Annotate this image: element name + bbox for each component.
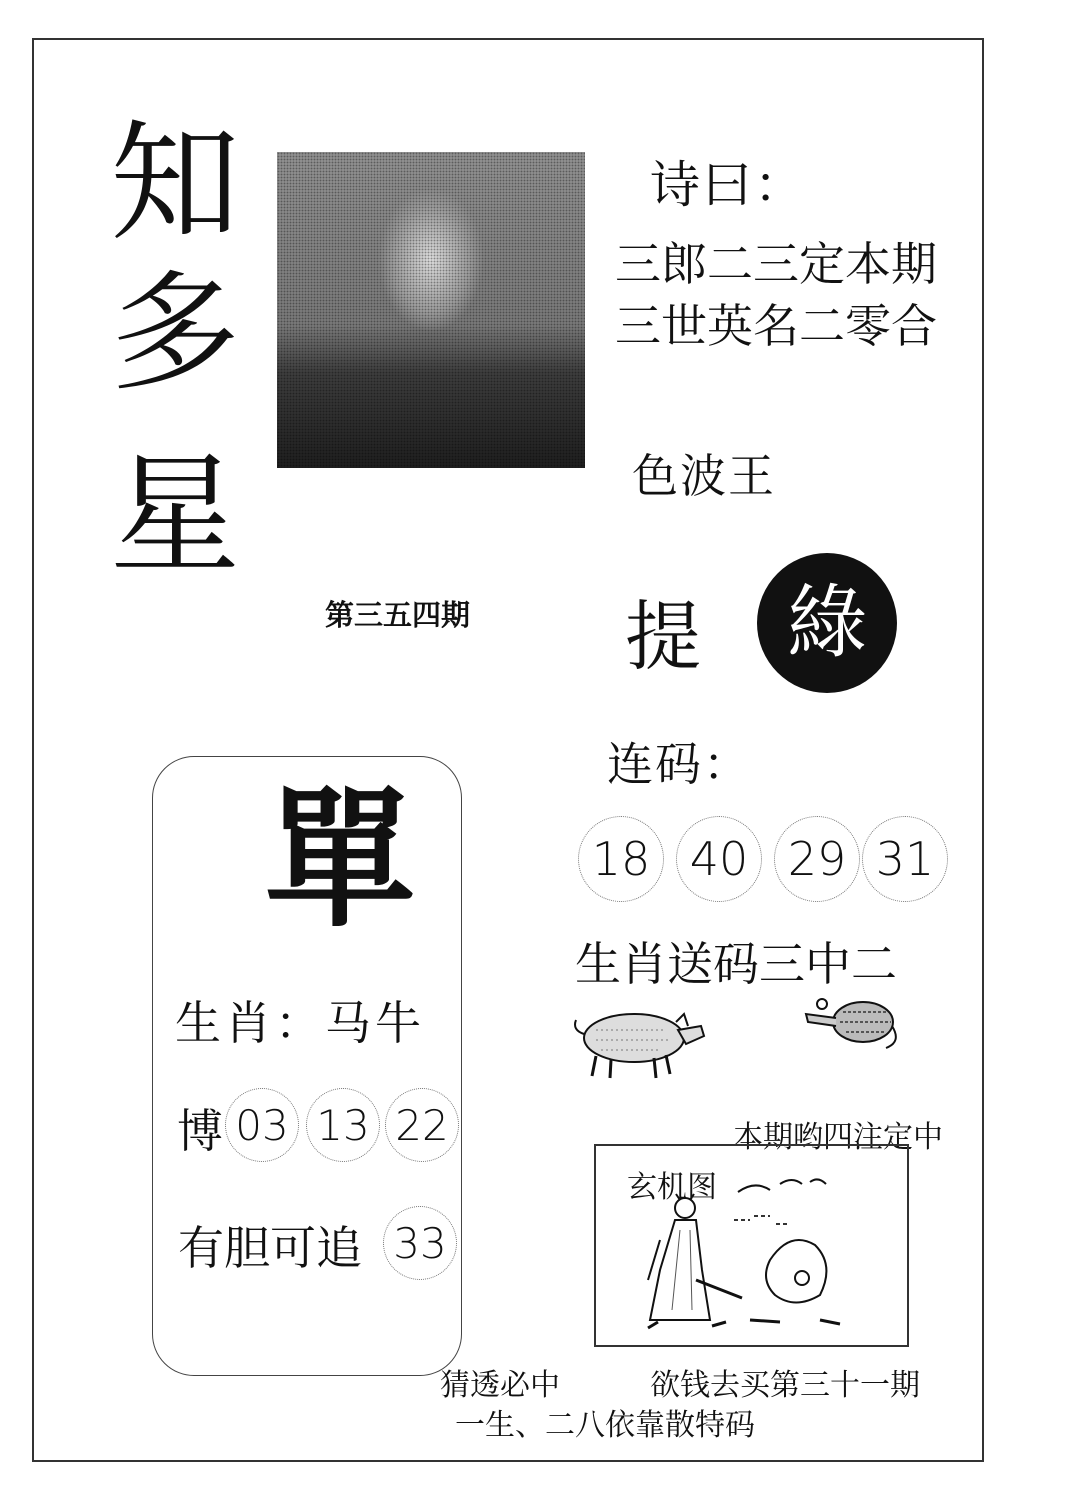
lianma-ball-4 <box>862 816 948 902</box>
single-zodiac-text: 生肖：马牛 <box>175 996 425 1050</box>
single-header: 單 <box>265 772 416 948</box>
lianma-label: 连码： <box>607 737 751 791</box>
lianma-number-1: 18 <box>591 832 651 886</box>
warrior-sketch <box>630 1170 860 1340</box>
title-char-2: 多 <box>110 257 241 409</box>
lianma-ball-3 <box>774 816 860 902</box>
chase-number: 33 <box>393 1218 447 1268</box>
bo-ball-1 <box>225 1088 299 1162</box>
green-color-char: 綠 <box>787 576 867 669</box>
lianma-number-3: 29 <box>787 832 847 886</box>
bo-number-3: 22 <box>395 1100 449 1150</box>
chase-label: 有胆可追 <box>178 1221 362 1275</box>
lianma-ball-2 <box>676 816 762 902</box>
bo-number-2: 13 <box>316 1100 370 1150</box>
poem-line-1: 三郎二三定本期 <box>615 237 937 291</box>
rat-icon <box>798 992 903 1052</box>
portrait-photo <box>277 152 585 468</box>
guarantee-text: 本期哟四注定中 <box>733 1120 943 1155</box>
bo-label: 博 <box>177 1104 225 1158</box>
tip-char: 提 <box>625 592 701 681</box>
poem-line-2: 三世英名二零合 <box>615 299 937 353</box>
title-char-3: 星 <box>110 439 241 591</box>
xuanji-label: 玄机图 <box>627 1170 717 1205</box>
poem-heading: 诗曰： <box>650 156 806 214</box>
lianma-ball-1 <box>578 816 664 902</box>
bo-ball-2 <box>306 1088 380 1162</box>
zodiac-gift-text: 生肖送码三中二 <box>575 937 897 991</box>
chase-ball <box>383 1206 457 1280</box>
lianma-number-4: 31 <box>875 832 935 886</box>
bo-ball-3 <box>385 1088 459 1162</box>
title-char-1: 知 <box>110 107 241 259</box>
footer-line2: 一生、二八依靠散特码 <box>455 1408 755 1443</box>
pig-icon <box>566 1000 711 1080</box>
lianma-number-2: 40 <box>689 832 749 886</box>
green-color-badge <box>757 553 897 693</box>
bo-number-1: 03 <box>235 1100 289 1150</box>
footer-line1-left: 猜透必中 <box>440 1368 560 1403</box>
footer-line1-right: 欲钱去买第三十一期 <box>650 1368 920 1403</box>
color-wave-label: 色波王 <box>632 449 776 503</box>
issue-label: 第三五四期 <box>325 598 471 632</box>
